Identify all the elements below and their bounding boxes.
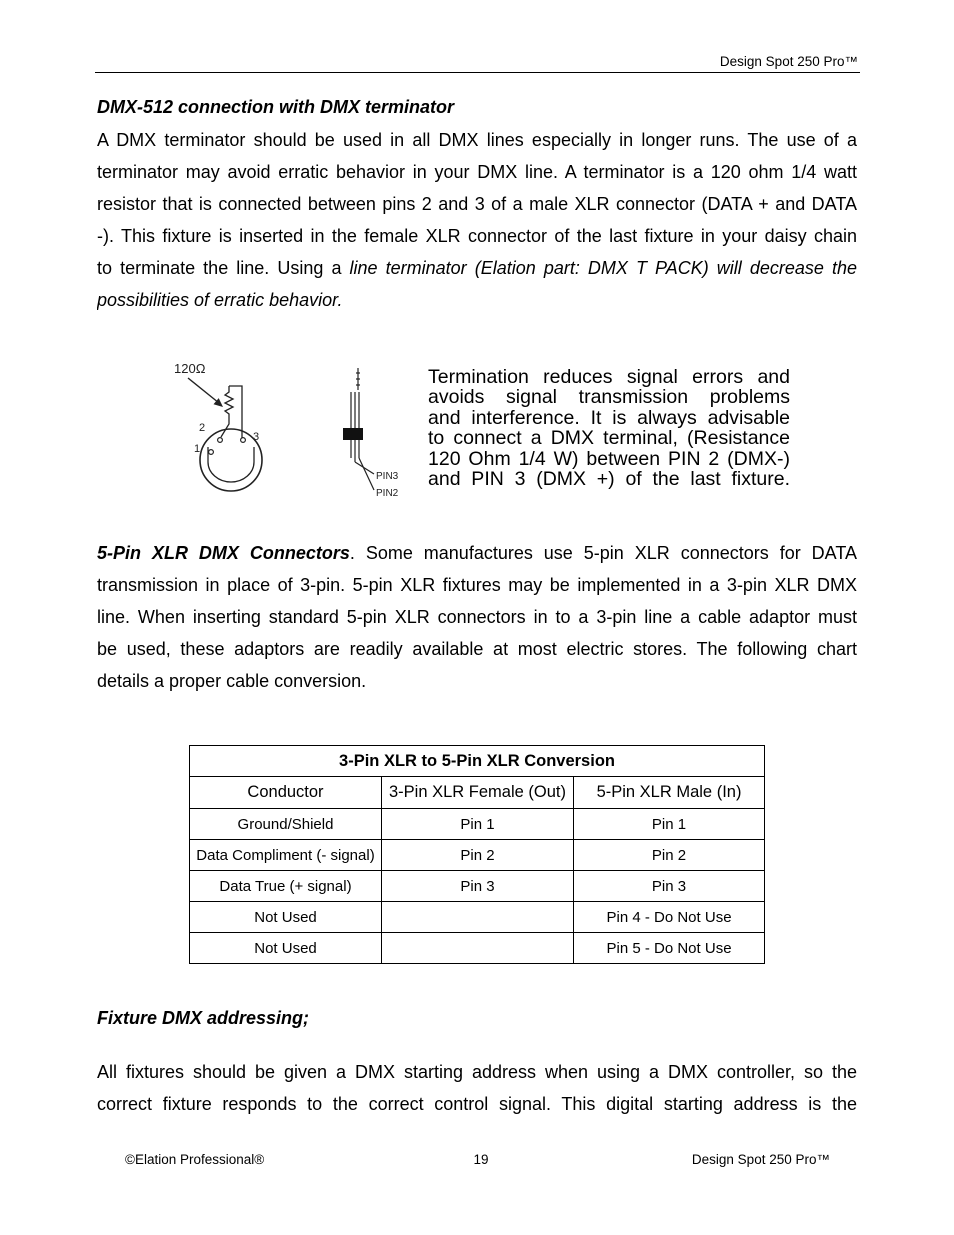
text-line: line. When inserting standard 5-pin XLR connectors in to a 3-pin line a cable adaptor must <box>97 607 857 627</box>
text-line: be used, these adaptors are readily available at most electric stores. The following chart <box>97 639 857 659</box>
text-line: terminator may avoid erratic behavior in your DMX line. A terminator is a 120 ohm 1/4 watt <box>97 162 857 182</box>
pin2-leader-line <box>359 458 374 490</box>
text-line <box>97 537 857 569</box>
table-cell: Pin 1 <box>382 809 574 840</box>
pin-2-dot <box>218 438 223 443</box>
italic-text-run: line terminator (Elation part: DMX T PACK) will decrease the <box>349 258 857 278</box>
xlr-connector-key <box>208 447 254 482</box>
table-cell: Pin 4 - Do Not Use <box>574 902 765 933</box>
text-line: -). This fixture is inserted in the female XLR connector of the last fixture in your daisy chain <box>97 226 857 246</box>
connector-body-block <box>343 428 363 440</box>
section-heading-addressing: Fixture DMX addressing; <box>97 1008 310 1028</box>
pin-1-dot <box>209 450 214 455</box>
caption-line: avoids signal transmission problems <box>428 387 790 408</box>
pointer-arrow <box>188 378 219 403</box>
text-line: transmission in place of 3-pin. 5-pin XLR fixtures may be implemented in a 3-pin XLR DMX <box>97 575 857 595</box>
pin3-leader-line <box>355 462 374 474</box>
page-number: 19 <box>473 1152 489 1167</box>
pin-3-label: 3 <box>253 431 260 443</box>
text-line: A DMX terminator should be used in all DMX lines especially in longer runs. The use of a <box>97 130 857 150</box>
table-cell: Not Used <box>190 902 382 933</box>
header-rule <box>95 72 860 73</box>
table-cell <box>382 902 574 933</box>
table-title: 3-Pin XLR to 5-Pin XLR Conversion <box>190 746 765 777</box>
text-line <box>97 284 857 316</box>
footer-product-name: Design Spot 250 Pro™ <box>691 1152 830 1167</box>
text-line: resistor that is connected between pins 2 and 3 of a male XLR connector (DATA + and DATA <box>97 194 857 214</box>
table-row <box>190 809 765 840</box>
pin2-side-label: PIN2 <box>376 488 399 499</box>
table-cell: Pin 2 <box>382 840 574 871</box>
resistance-label: 120Ω <box>174 361 206 376</box>
pin-1-label: 1 <box>194 443 201 455</box>
bold-italic-lead: 5-Pin XLR DMX Connectors <box>97 543 350 563</box>
table-cell: Data True (+ signal) <box>190 871 382 902</box>
table-cell: Pin 3 <box>574 871 765 902</box>
running-header-title: Design Spot 250 Pro™ <box>719 54 858 69</box>
pin-2-label: 2 <box>199 422 206 434</box>
table-row <box>190 902 765 933</box>
pin-3-dot <box>241 438 246 443</box>
table-header-row <box>190 777 765 809</box>
table-cell: Pin 1 <box>574 809 765 840</box>
text-run: . Some manufactures use 5-pin XLR connectors for DATA <box>349 543 857 563</box>
terminator-paragraph <box>97 124 857 316</box>
text-line <box>97 252 857 284</box>
table-title-row <box>190 746 765 777</box>
caption-line: 120 Ohm 1/4 W) between PIN 2 (DMX-) <box>428 448 790 469</box>
table-cell: Ground/Shield <box>190 809 382 840</box>
xlr-conversion-table <box>189 745 765 964</box>
caption-line: to connect a DMX terminal, (Resistance <box>428 428 790 449</box>
column-header: 3-Pin XLR Female (Out) <box>382 777 574 809</box>
text-run: to terminate the line. Using a <box>97 258 342 278</box>
column-header: 5-Pin XLR Male (In) <box>574 777 765 809</box>
caption-line: and PIN 3 (DMX +) of the last fixture. <box>428 468 790 490</box>
addressing-paragraph <box>97 1056 857 1120</box>
footer-copyright: ©Elation Professional® <box>125 1152 265 1167</box>
pin3-side-label: PIN3 <box>376 471 399 482</box>
text-line: All fixtures should be given a DMX starting address when using a DMX controller, so the <box>97 1062 857 1082</box>
column-header: Conductor <box>190 777 382 809</box>
table-cell: Pin 2 <box>574 840 765 871</box>
caption-line: Termination reduces signal errors and <box>428 367 790 388</box>
table-cell: Pin 3 <box>382 871 574 902</box>
table-row <box>190 933 765 964</box>
table-cell: Data Compliment (- signal) <box>190 840 382 871</box>
section-heading-terminator: DMX-512 connection with DMX terminator <box>97 97 455 117</box>
table-cell <box>382 933 574 964</box>
table-cell: Pin 5 - Do Not Use <box>574 933 765 964</box>
termination-caption <box>428 367 790 489</box>
termination-diagram <box>160 350 410 505</box>
text-line: correct fixture responds to the correct control signal. This digital starting address is the <box>97 1094 857 1114</box>
text-line: details a proper cable conversion. <box>97 671 367 691</box>
five-pin-paragraph <box>97 537 857 697</box>
table-cell: Not Used <box>190 933 382 964</box>
table-row <box>190 840 765 871</box>
table-row <box>190 871 765 902</box>
italic-text-run: possibilities of erratic behavior. <box>97 290 343 310</box>
caption-line: and interference. It is always advisable <box>428 407 790 429</box>
